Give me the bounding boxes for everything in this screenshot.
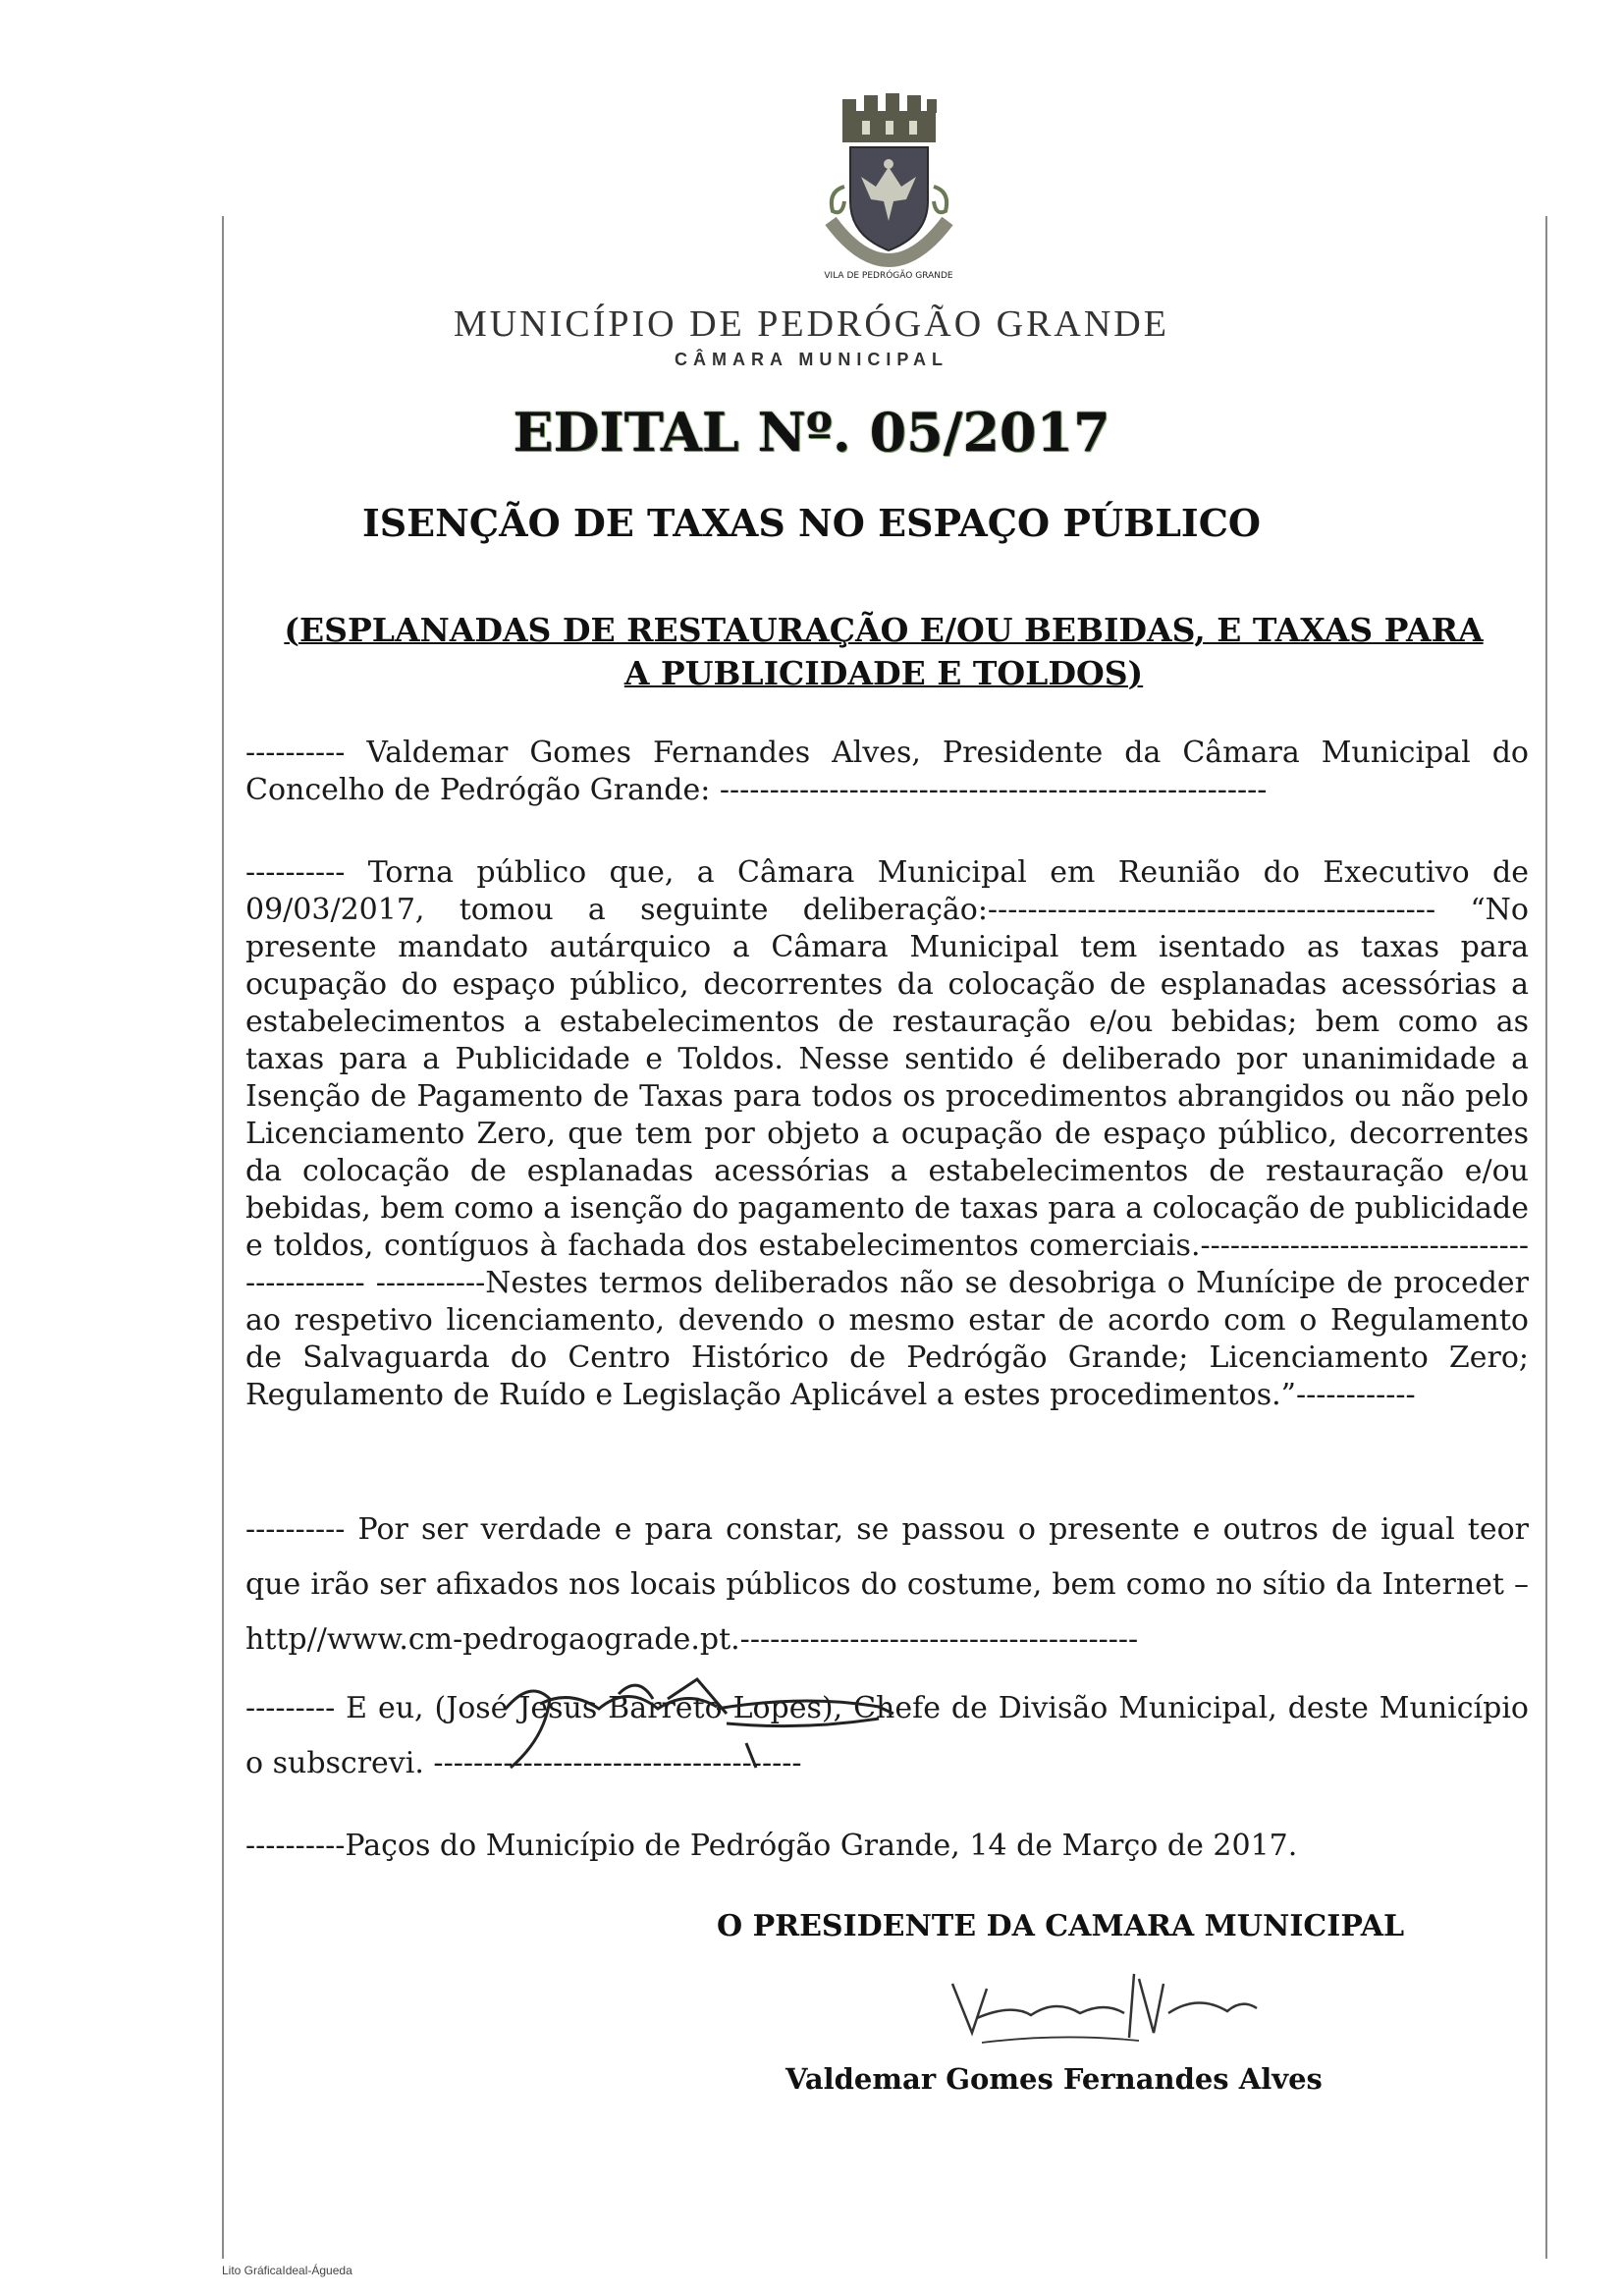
document-subtitle: (ESPLANADAS DE RESTAURAÇÃO E/OU BEBIDAS, E TAXAS PARA A PUBLICIDADE E TOLDOS)	[284, 611, 1484, 692]
municipal-crest-icon	[803, 93, 975, 290]
paragraph-subscription: --------- E eu, (José Jesus Barreto Lopes), Chefe de Divisão Municipal, deste Município o subscrevi. -------------------------------------	[245, 1691, 1529, 1780]
paragraph-deliberation: ---------- Torna público que, a Câmara Municipal em Reunião do Executivo de 09/03/2017, tomou a seguinte deliberação:--------------------------------------------- “No presente mandato autárquico a Câmara Municipal tem isentado as taxas para ocupação do espaço público, decorrentes da colocação de esplanadas acessórias a estabelecimentos a estabelecimentos de restauração e/ou bebidas; bem como as taxas para a Publicidade e Toldos. Nesse sentido é deliberado por unanimidade a Isenção de Pagamento de Taxas para todos os procedimentos abrangidos ou não pelo Licenciamento Zero, que tem por objeto a ocupação de espaço público, decorrentes da colocação de esplanadas acessórias a estabelecimentos de restauração e/ou bebidas, bem como a isenção do pagamento de taxas para a colocação de publicidade e toldos, contíguos à fachada dos estabelecimentos comerciais.--------------------------------------------- -----------Nestes termos deliberados não se desobriga o Munícipe de proceder ao respetivo licenciamento, devendo o mesmo estar de acordo com o Regulamento de Salvaguarda do Centro Histórico de Pedrógão Grande; Licenciamento Zero; Regulamento de Ruído e Legislação Aplicável a estes procedimentos.”------------	[245, 855, 1529, 1412]
edital-number: EDITAL Nº. 05/2017	[513, 401, 1110, 464]
document-title: ISENÇÃO DE TAXAS NO ESPAÇO PÚBLICO	[361, 501, 1262, 545]
president-name: Valdemar Gomes Fernandes Alves	[785, 2062, 1323, 2096]
paragraph-intro: ---------- Valdemar Gomes Fernandes Alves, Presidente da Câmara Municipal do Concelho de Pedrógão Grande: -------------------------------------------------------	[245, 736, 1529, 807]
municipality-subtitle: CÂMARA MUNICIPAL	[675, 350, 948, 369]
paragraph-date-place: ----------Paços do Município de Pedrógão Grande, 14 de Março de 2017.	[245, 1829, 1298, 1863]
president-signature-icon	[943, 1964, 1267, 2052]
printer-credit: Lito GráficaIdeal-Águeda	[222, 2264, 352, 2277]
chief-signature-icon	[491, 1669, 903, 1777]
president-title: O PRESIDENTE DA CAMARA MUNICIPAL	[717, 1909, 1405, 1943]
paragraph-publication: ---------- Por ser verdade e para constar, se passou o presente e outros de igual teor que irão ser afixados nos locais públicos do costume, bem como no sítio da Internet – http//www.cm-pedrogaograde.pt.----------------------------------------	[245, 1512, 1529, 1657]
svg-text:VILA DE PEDRÓGÃO GRANDE: VILA DE PEDRÓGÃO GRANDE	[824, 271, 953, 281]
municipality-name: MUNICÍPIO DE PEDRÓGÃO GRANDE	[454, 303, 1169, 345]
